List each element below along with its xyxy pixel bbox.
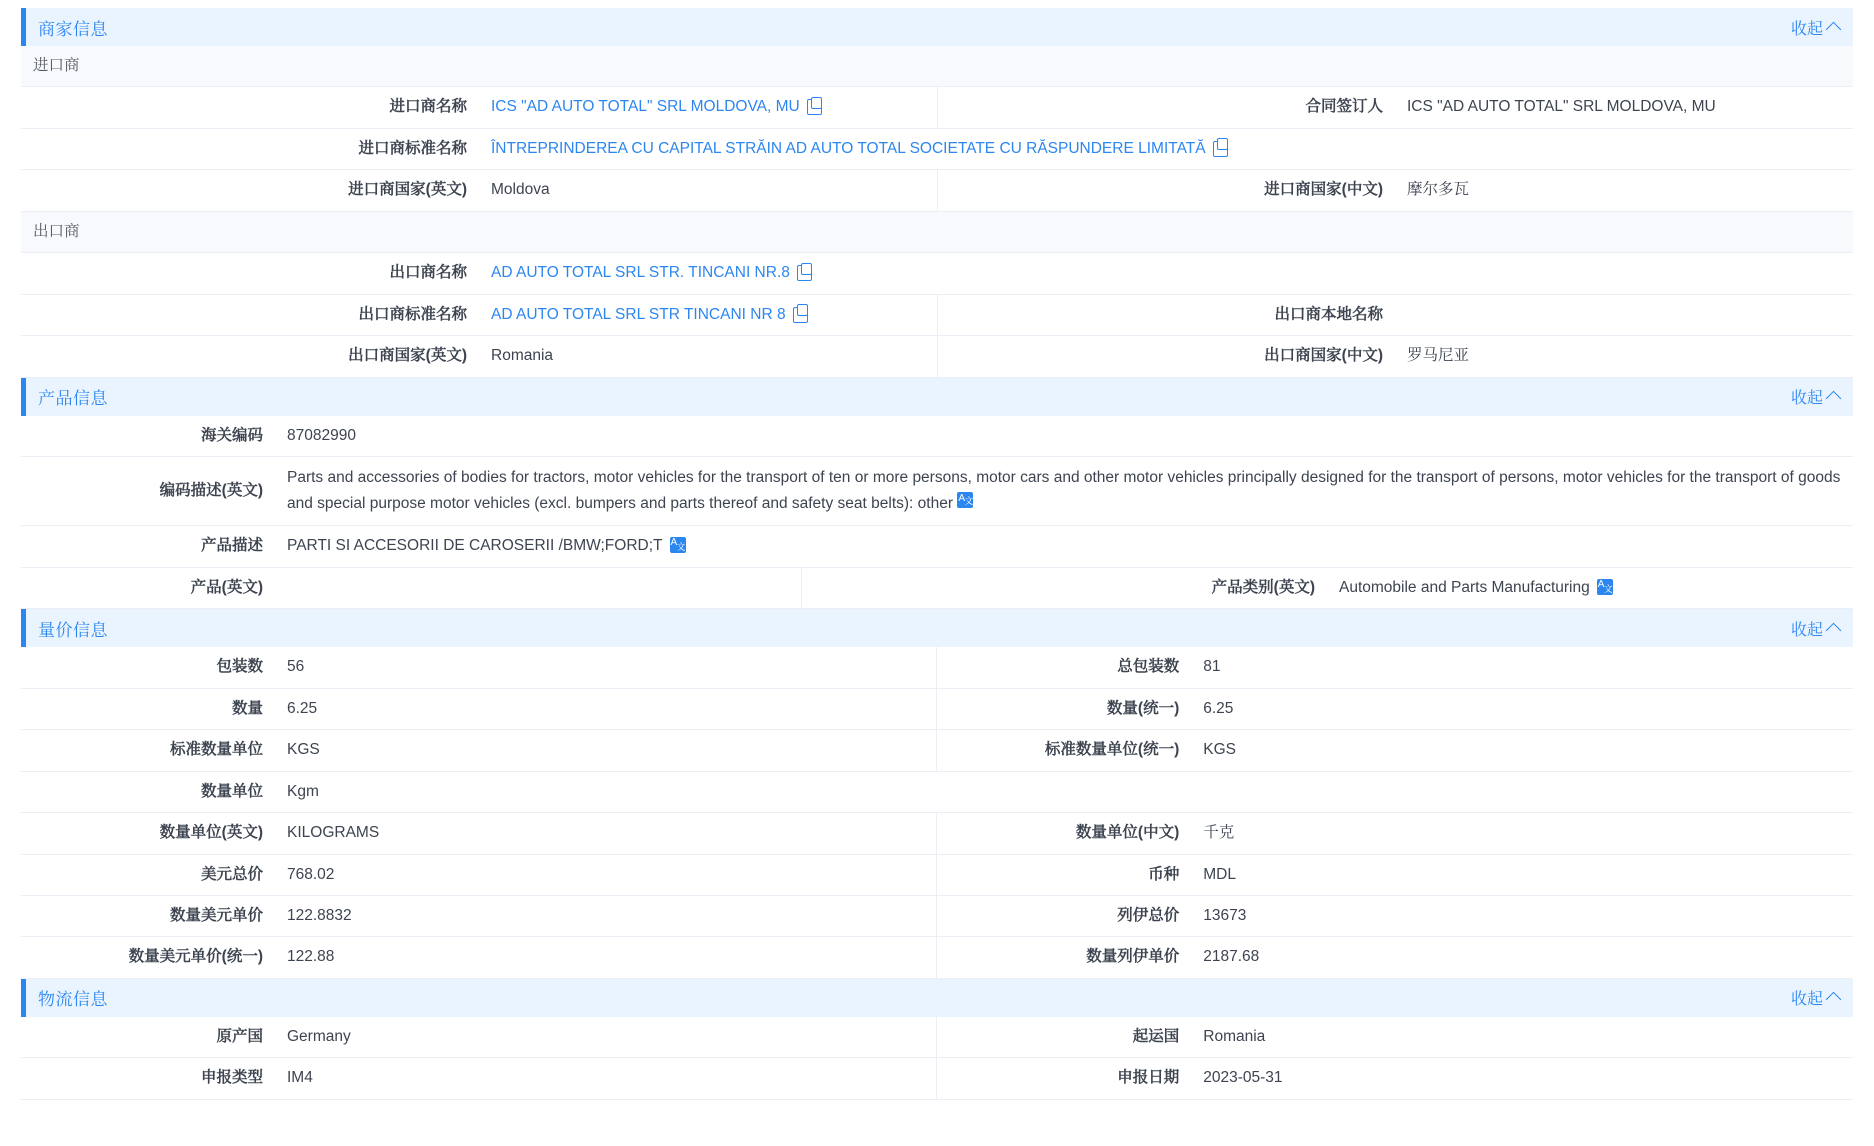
section-header-merchant — [21, 8, 1853, 46]
product-desc-value: PARTI SI ACCESORII DE CAROSERII /BMW;FORD;T — [287, 537, 663, 555]
table-row — [21, 647, 1853, 688]
product-desc-cell — [275, 526, 1853, 567]
table-row — [21, 336, 1853, 377]
table-row — [21, 896, 1853, 937]
quantity-unified-value: 6.25 — [1191, 688, 1853, 729]
translate-icon[interactable] — [670, 537, 686, 553]
hs-code-label: 海关编码 — [21, 416, 275, 457]
usd-unit-price-value: 122.8832 — [275, 896, 937, 937]
usd-unit-price-unified-value: 122.88 — [275, 937, 937, 978]
leu-total-label: 列伊总价 — [937, 896, 1192, 937]
origin-country-value: Germany — [275, 1017, 937, 1058]
total-package-value: 81 — [1191, 647, 1853, 688]
table-row — [21, 937, 1853, 978]
section-title-logistics: 物流信息 — [38, 990, 108, 1010]
chevron-up-icon — [1826, 992, 1842, 1008]
unit-en-label: 数量单位(英文) — [21, 813, 275, 854]
code-desc-label: 编码描述(英文) — [21, 457, 275, 526]
table-row — [21, 87, 1853, 128]
collapse-button-quantity[interactable] — [1791, 609, 1839, 647]
table-row-group-importer — [21, 46, 1853, 87]
logistics-table — [21, 1017, 1853, 1100]
exporter-country-en-label: 出口商国家(英文) — [21, 336, 479, 377]
product-category-label: 产品类别(英文) — [801, 567, 1327, 608]
table-row — [21, 813, 1853, 854]
product-category-cell — [1327, 567, 1853, 608]
exporter-local-name-label: 出口商本地名称 — [937, 294, 1395, 335]
section-header-quantity — [21, 609, 1853, 647]
collapse-label-product: 收起 — [1790, 390, 1823, 408]
table-row — [21, 170, 1853, 211]
currency-label: 币种 — [937, 854, 1192, 895]
translate-icon[interactable] — [957, 492, 973, 508]
importer-country-en-value: Moldova — [479, 170, 937, 211]
declaration-date-label: 申报日期 — [937, 1058, 1192, 1099]
exporter-std-name-label: 出口商标准名称 — [21, 294, 479, 335]
unit-cn-label: 数量单位(中文) — [937, 813, 1192, 854]
declaration-type-label: 申报类型 — [21, 1058, 275, 1099]
declaration-type-value: IM4 — [275, 1058, 937, 1099]
exporter-country-cn-value: 罗马尼亚 — [1395, 336, 1853, 377]
collapse-label-merchant: 收起 — [1790, 20, 1823, 38]
product-en-label: 产品(英文) — [21, 567, 275, 608]
usd-total-value: 768.02 — [275, 854, 937, 895]
exporter-std-name-cell — [479, 294, 937, 335]
copy-icon[interactable] — [1213, 141, 1228, 157]
unit-label: 数量单位 — [21, 771, 275, 812]
importer-name-label: 进口商名称 — [21, 87, 479, 128]
departure-country-label: 起运国 — [937, 1017, 1192, 1058]
exporter-country-cn-label: 出口商国家(中文) — [937, 336, 1395, 377]
table-row — [21, 567, 1853, 608]
exporter-name-cell — [479, 253, 1853, 294]
product-en-value — [275, 567, 801, 608]
section-title-product: 产品信息 — [38, 389, 108, 409]
product-desc-label: 产品描述 — [21, 526, 275, 567]
importer-country-cn-label: 进口商国家(中文) — [937, 170, 1395, 211]
unit-en-value: KILOGRAMS — [275, 813, 937, 854]
unit-cn-value: 千克 — [1191, 813, 1853, 854]
chevron-up-icon — [1826, 391, 1842, 407]
importer-std-name-label: 进口商标准名称 — [21, 128, 479, 169]
group-label-importer: 进口商 — [21, 46, 1853, 87]
collapse-button-product[interactable] — [1791, 378, 1839, 416]
product-table — [21, 416, 1853, 609]
table-row — [21, 854, 1853, 895]
exporter-name-label: 出口商名称 — [21, 253, 479, 294]
contract-signer-label: 合同签订人 — [937, 87, 1395, 128]
chevron-up-icon — [1826, 21, 1842, 37]
copy-icon[interactable] — [807, 99, 822, 115]
importer-std-name-value[interactable]: ÎNTREPRINDEREA CU CAPITAL STRĂIN AD AUTO TOTAL SOCIETATE CU RĂSPUNDERE LIMITATĂ — [491, 139, 1206, 157]
leu-unit-price-label: 数量列伊单价 — [937, 937, 1192, 978]
origin-country-label: 原产国 — [21, 1017, 275, 1058]
chevron-up-icon — [1826, 622, 1842, 638]
section-title-merchant: 商家信息 — [38, 19, 108, 39]
quantity-value: 6.25 — [275, 688, 937, 729]
importer-country-cn-value: 摩尔多瓦 — [1395, 170, 1853, 211]
table-row — [21, 457, 1853, 526]
table-row — [21, 526, 1853, 567]
quantity-unified-label: 数量(统一) — [937, 688, 1192, 729]
std-unit-value: KGS — [275, 730, 937, 771]
table-row — [21, 128, 1853, 169]
exporter-name-value[interactable]: AD AUTO TOTAL SRL STR. TINCANI NR.8 — [491, 264, 790, 282]
package-count-value: 56 — [275, 647, 937, 688]
collapse-button-merchant[interactable] — [1791, 8, 1839, 46]
exporter-local-name-value — [1395, 294, 1853, 335]
group-label-exporter: 出口商 — [21, 211, 1853, 252]
detail-page — [11, 0, 1863, 1100]
quantity-table — [21, 647, 1853, 979]
table-row — [21, 688, 1853, 729]
leu-unit-price-value: 2187.68 — [1191, 937, 1853, 978]
quantity-label: 数量 — [21, 688, 275, 729]
table-row — [21, 253, 1853, 294]
copy-icon[interactable] — [793, 307, 808, 323]
importer-country-en-label: 进口商国家(英文) — [21, 170, 479, 211]
table-row — [21, 294, 1853, 335]
exporter-std-name-value[interactable]: AD AUTO TOTAL SRL STR TINCANI NR 8 — [491, 305, 786, 323]
code-desc-cell — [275, 457, 1853, 526]
section-header-logistics — [21, 979, 1853, 1017]
section-header-product — [21, 378, 1853, 416]
package-count-label: 包装数 — [21, 647, 275, 688]
exporter-country-en-value: Romania — [479, 336, 937, 377]
total-package-label: 总包装数 — [937, 647, 1192, 688]
std-unit-unified-value: KGS — [1191, 730, 1853, 771]
departure-country-value: Romania — [1191, 1017, 1853, 1058]
contract-signer-value: ICS "AD AUTO TOTAL" SRL MOLDOVA, MU — [1395, 87, 1853, 128]
unit-value: Kgm — [275, 771, 1853, 812]
collapse-button-logistics[interactable] — [1791, 979, 1839, 1017]
table-row-group-exporter — [21, 211, 1853, 252]
collapse-label-logistics: 收起 — [1790, 991, 1823, 1009]
importer-name-value[interactable]: ICS "AD AUTO TOTAL" SRL MOLDOVA, MU — [491, 98, 800, 116]
importer-name-cell — [479, 87, 937, 128]
merchant-table — [21, 46, 1853, 378]
translate-icon[interactable] — [1597, 579, 1613, 595]
declaration-date-value: 2023-05-31 — [1191, 1058, 1853, 1099]
std-unit-label: 标准数量单位 — [21, 730, 275, 771]
table-row — [21, 1017, 1853, 1058]
code-desc-value: Parts and accessories of bodies for tractors, motor vehicles for the transport of ten or more persons, motor cars and other motor vehicles principally designed for the transport of persons, motor vehicles for the transport of goods and special purpose motor vehicles (excl. bumpers and parts thereof and safety seat belts): other — [287, 469, 1841, 513]
table-row — [21, 1058, 1853, 1099]
hs-code-value: 87082990 — [275, 416, 1853, 457]
importer-std-name-cell — [479, 128, 1853, 169]
usd-unit-price-unified-label: 数量美元单价(统一) — [21, 937, 275, 978]
product-category-value: Automobile and Parts Manufacturing — [1339, 578, 1590, 596]
section-title-quantity: 量价信息 — [38, 620, 108, 640]
table-row — [21, 416, 1853, 457]
collapse-label-quantity: 收起 — [1790, 621, 1823, 639]
table-row — [21, 771, 1853, 812]
usd-unit-price-label: 数量美元单价 — [21, 896, 275, 937]
copy-icon[interactable] — [797, 265, 812, 281]
std-unit-unified-label: 标准数量单位(统一) — [937, 730, 1192, 771]
currency-value: MDL — [1191, 854, 1853, 895]
table-row — [21, 730, 1853, 771]
leu-total-value: 13673 — [1191, 896, 1853, 937]
usd-total-label: 美元总价 — [21, 854, 275, 895]
